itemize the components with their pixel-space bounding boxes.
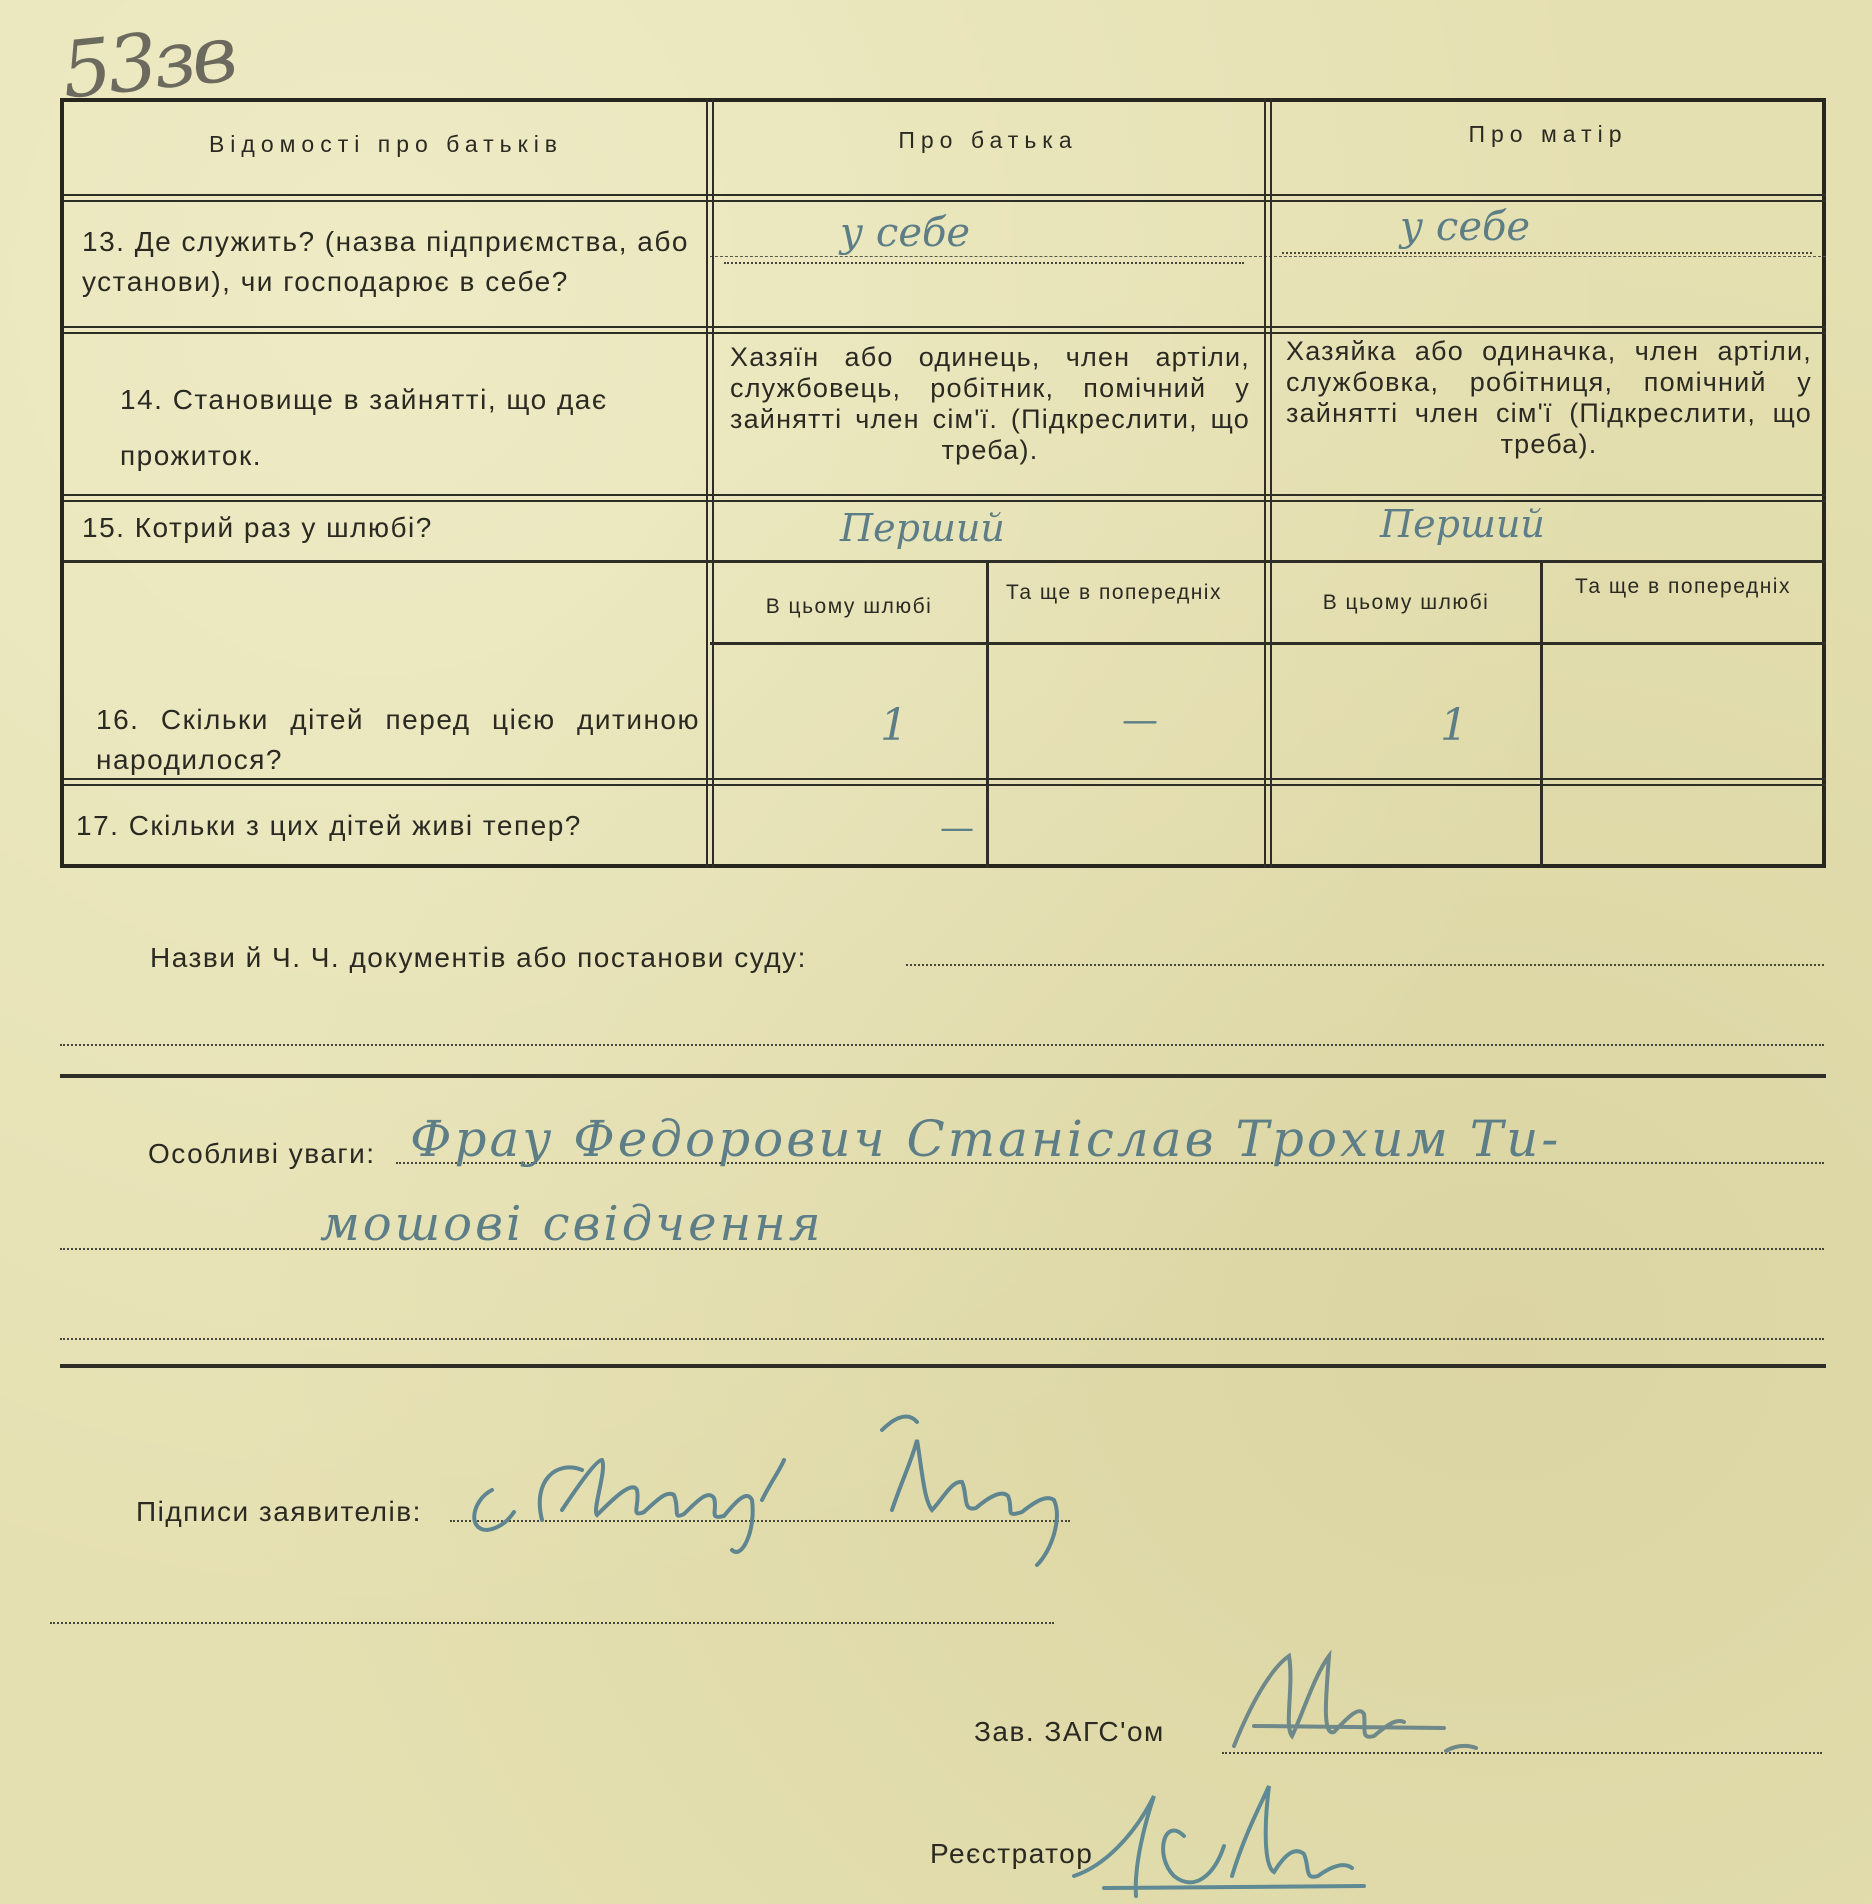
head-label: Зав. ЗАГС'ом [974, 1716, 1165, 1747]
question-16: 16. Скільки дітей перед цією дитиною народилося? [96, 704, 700, 775]
applicants-line [50, 1622, 1054, 1624]
section-rule [60, 1364, 1826, 1368]
documents-label: Назви й Ч. Ч. документів або постанови суду: [150, 942, 807, 973]
applicants-label: Підписи заявителів: [136, 1496, 422, 1527]
row-divider [64, 326, 1826, 334]
father-marriage-count: Перший [840, 506, 1005, 550]
answer-line [724, 262, 1244, 264]
father-children-this: 1 [880, 700, 908, 751]
question-15: 15. Котрий раз у шлюбі? [82, 512, 433, 543]
sub-header-mother-prev: Та ще в попередніх [1575, 575, 1791, 598]
answer-line [1282, 252, 1812, 254]
father-workplace: у себе [840, 210, 971, 256]
mother-marriage-count: Перший [1380, 502, 1545, 546]
registrar-signature [1064, 1776, 1394, 1904]
row-divider [64, 494, 1826, 502]
remarks-label: Особливі уваги: [148, 1138, 376, 1169]
parents-info-table [60, 86, 1830, 886]
col-divider [706, 98, 714, 868]
father-occupation-options: Хазяїн або одинець, член артіли, службовець, робітник, помічний у зайнятті член сім'ї. (Підкреслити, що треба). [730, 342, 1250, 465]
remarks-line [60, 1338, 1824, 1340]
header-parents-info: Відомості про батьків [208, 131, 564, 157]
documents-line [60, 1044, 1824, 1046]
sub-col-divider [986, 562, 989, 868]
question-13: 13. Де служить? (назва підприємства, або установи), чи господарює в себе? [82, 226, 689, 297]
mother-children-this: 1 [1440, 700, 1468, 751]
documents-line [906, 964, 1824, 966]
father-children-prev: — [1122, 700, 1158, 741]
mother-occupation-options: Хазяйка або одиначка, член артіли, службовка, робітниця, помічний у зайнятті член сім'ї (Підкреслити, що треба). [1286, 336, 1812, 459]
archive-number: 53зв [57, 9, 238, 117]
father-children-alive: — [940, 808, 974, 848]
section-rule [60, 1074, 1826, 1078]
remarks-handwriting-line1: Фрау Федорович Станіслав Трохим Ти- [410, 1110, 1562, 1168]
remarks-handwriting-line2: мошові свідчення [320, 1196, 824, 1252]
registrar-label: Реєстратор [930, 1838, 1094, 1869]
sub-col-divider [1540, 562, 1543, 868]
applicants-signature [462, 1400, 1142, 1570]
sub-header-father-this: В цьому шлюбі [765, 595, 933, 618]
header-mother: Про матір [1468, 121, 1628, 147]
header-father: Про батька [898, 127, 1078, 153]
sub-header-mother-this: В цьому шлюбі [1322, 591, 1490, 614]
sub-header-father-prev: Та ще в попередніх [1006, 581, 1222, 604]
mother-workplace: у себе [1400, 204, 1531, 250]
row-divider [64, 194, 1826, 202]
col-divider [1264, 98, 1272, 868]
head-signature [1214, 1636, 1514, 1776]
question-14: 14. Становище в зайнятті, що дає прожиток. [120, 384, 608, 471]
row-divider [64, 560, 1826, 563]
question-17: 17. Скільки з цих дітей живі тепер? [76, 810, 582, 841]
